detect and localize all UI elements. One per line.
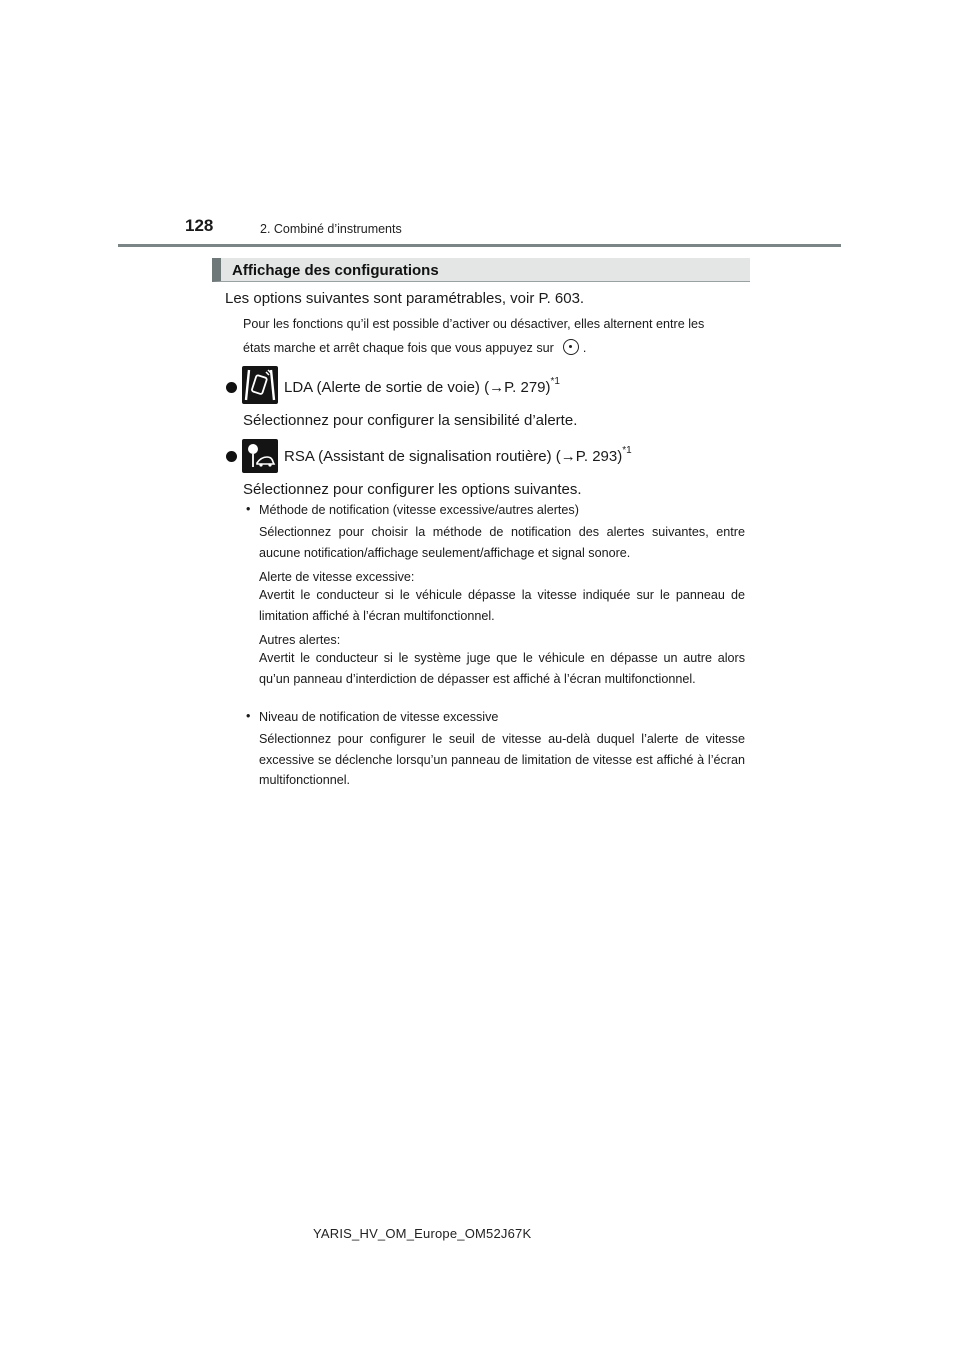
option-speed-level-desc: Sélectionnez pour configurer le seuil de vitesse au-delà duquel l’alerte de vitesse excessive se déclenche lorsqu’un panneau de limitation de vitesse est affiché à l’écran multifonctionnel. <box>259 732 745 787</box>
bullet-icon <box>226 382 237 393</box>
section-title: Affichage des configurations <box>232 262 439 279</box>
other-alerts-desc: Avertit le conducteur si le système juge que le véhicule en dépasse un autre alors qu’un panneau d’interdiction de dépasser est affiché à l’écran multifonctionnel. <box>259 651 745 686</box>
option-notification-method: Méthode de notification (vitesse excessive/autres alertes) <box>259 503 579 517</box>
footnote-mark: *1 <box>622 445 632 456</box>
speed-alert-label: Alerte de vitesse excessive: <box>259 570 415 584</box>
intro-note-end: . <box>582 341 587 355</box>
page-number: 128 <box>185 216 214 235</box>
footnote-mark: *1 <box>550 376 560 387</box>
road-sign-assist-icon <box>242 439 278 473</box>
list-bullet: • <box>246 709 251 723</box>
intro-note-line1: Pour les fonctions qu’il est possible d’activer ou désactiver, elles alternent entre les <box>243 317 705 331</box>
lda-title: LDA (Alerte de sortie de voie) (→P. 279)$^{*1}$ <box>284 376 560 396</box>
speed-alert-desc: Avertit le conducteur si le véhicule dépasse la vitesse indiquée sur le panneau de limitation affiché à l’écran multifonctionnel. <box>259 588 745 623</box>
rsa-title: RSA (Assistant de signalisation routière) (→P. 293)$^{*1}$ <box>284 445 632 465</box>
intro-note-text: états marche et arrêt chaque fois que vous appuyez sur <box>243 341 554 355</box>
intro-text: Les options suivantes sont paramétrables, voir P. 603. <box>225 290 585 307</box>
lane-departure-alert-icon <box>242 366 278 404</box>
intro-note-line2 <box>243 338 586 359</box>
rsa-description: Sélectionnez pour configurer les options suivantes. <box>243 481 582 498</box>
document-id: YARIS_HV_OM_Europe_OM52J67K <box>313 1226 532 1241</box>
bullet-icon <box>226 451 237 462</box>
select-button-icon <box>563 339 579 355</box>
list-bullet: • <box>246 502 251 516</box>
chapter-title: 2. Combiné d’instruments <box>260 222 402 236</box>
lda-description: Sélectionnez pour configurer la sensibilité d’alerte. <box>243 412 578 429</box>
option-speed-level: Niveau de notification de vitesse excessive <box>259 710 499 724</box>
section-header <box>212 258 750 282</box>
other-alerts-label: Autres alertes: <box>259 633 341 647</box>
option-notification-method-desc: Sélectionnez pour choisir la méthode de notification des alertes suivantes, entre aucune notification/affichage seulement/affichage et signal sonore. <box>259 525 745 560</box>
header-rule <box>118 244 841 247</box>
